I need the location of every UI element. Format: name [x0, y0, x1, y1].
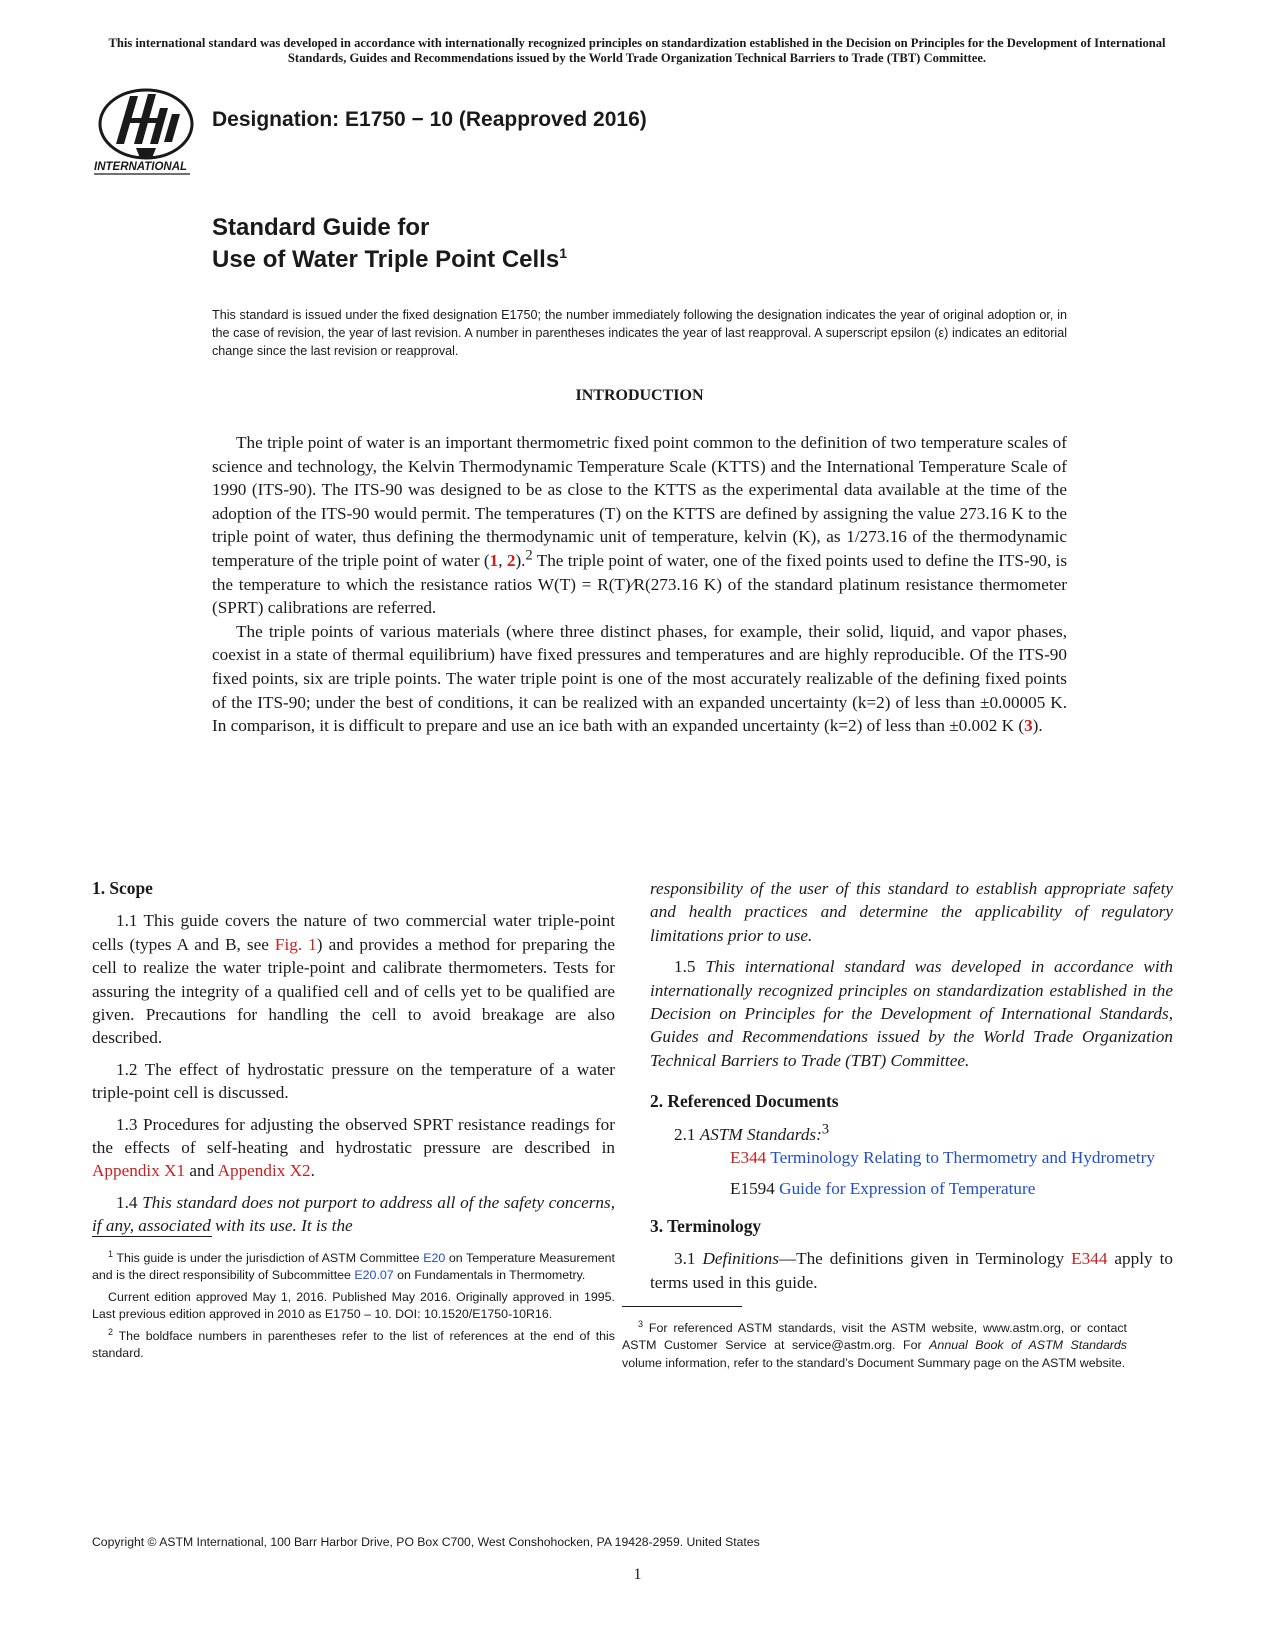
footnote-1-text-b: on Temperature Measurement and is the direct responsibility of Subcommittee — [92, 1251, 615, 1283]
right-column — [650, 877, 1173, 1302]
e344-code-link[interactable]: E344 — [730, 1148, 767, 1168]
e20-link[interactable]: E20 — [423, 1251, 446, 1265]
para-1-1 — [92, 909, 615, 1049]
footnote-2-text: The boldface numbers in parentheses refer to the list of references at the end of this standard. — [92, 1328, 615, 1361]
page-number: 1 — [633, 1566, 642, 1583]
fig-1-link[interactable]: Fig. 1 — [274, 934, 317, 954]
footnotes-left — [92, 1250, 615, 1366]
para-3-1-number: 3.1 — [674, 1249, 703, 1269]
footnote-1-text-c: on Fundamentals in Thermometry. — [393, 1268, 586, 1283]
para-1-4-continued: responsibility of the user of this standard to establish appropriate safety and health practices and determine the applicability of regulatory limitations prior to use. — [650, 879, 1173, 945]
e344-link[interactable]: E344 — [1071, 1249, 1108, 1269]
para-1-3-text-a: 1.3 Procedures for adjusting the observed SPRT resistance readings for the effects of self-heating and hydrostatic pressure are described in — [92, 1114, 615, 1158]
introduction — [212, 431, 1067, 738]
title-footnote-mark: 1 — [559, 245, 567, 261]
footnote-mark-3: 3 — [821, 1120, 830, 1137]
intro-p1-sep: , — [498, 550, 507, 570]
logo-text: INTERNATIONAL — [94, 161, 188, 173]
intro-paragraph-2 — [212, 620, 1067, 738]
footnote-3-italic: Annual Book of ASTM Standards — [929, 1338, 1127, 1353]
para-3-1-label: Definitions — [702, 1249, 779, 1269]
intro-p1-text-b: ). — [515, 550, 526, 570]
footnote-2-mark: 2 — [108, 1326, 114, 1337]
appendix-x1-link[interactable]: Appendix X1 — [92, 1161, 186, 1181]
left-column — [92, 877, 615, 1246]
e344-title-link[interactable]: Terminology Relating to Thermometry and Hydrometry — [770, 1148, 1155, 1168]
footnote-3 — [622, 1320, 1127, 1372]
document-title — [212, 212, 567, 276]
ref-doc-e344 — [666, 1146, 1173, 1169]
intro-paragraph-1 — [212, 431, 1067, 620]
para-1-5-text: This international standard was developed in accordance with internationally recognized principles on standardization established in the Decision on Principles for the Development of International Standards, Guides and Recommendations issued by the World Trade Organization Technical Barriers to Trade (TBT) Committee. — [650, 957, 1173, 1070]
e1594-code: E1594 — [730, 1179, 775, 1199]
para-1-4 — [92, 1191, 615, 1238]
footnote-mark-2: 2 — [525, 547, 533, 564]
para-3-1 — [650, 1247, 1173, 1294]
footnote-3-text-a: For referenced ASTM standards, visit the ASTM website, www.astm.org, or contact ASTM Customer Service at service@astm.org. For — [622, 1321, 1127, 1353]
para-1-1-text-b: ) and provides a method for preparing the cell to realize the water triple-point and calibrate thermometers. Tests for assuring the integrity of a qualified cell and of cells yet to be qualified are given. Precautions for handling the cell to avoid breakage are also described. — [92, 934, 615, 1048]
title-line-2 — [212, 244, 567, 276]
intro-p1-text-a: The triple point of water is an important thermometric fixed point common to the definition of two temperature scales of science and technology, the Kelvin Thermodynamic Temperature Scale (KTTS) and the International Temperature Scale of 1990 (ITS-90). The ITS-90 was designed to be as close to the KTTS as the experimental data available at the time of the adoption of the ITS-90 would permit. The temperatures (T) on the KTTS are defined by assigning the value 273.16 K to the triple point of water, thus defining the thermodynamic unit of temperature, kelvin (K), as 1/273.16 of the thermodynamic temperature of the triple point of water ( — [212, 433, 1067, 570]
para-2-1-number: 2.1 — [674, 1124, 700, 1144]
para-1-2: 1.2 The effect of hydrostatic pressure on the temperature of a water triple-point cell is discussed. — [92, 1059, 615, 1103]
footnote-2 — [92, 1328, 615, 1363]
para-1-3-text-b: . — [310, 1161, 315, 1181]
intro-heading: INTRODUCTION — [575, 387, 704, 404]
para-3-1-text-b: apply to terms used in this guide. — [650, 1249, 1173, 1292]
para-1-5 — [650, 955, 1173, 1072]
para-1-4-text: This standard does not purport to address all of the safety concerns, if any, associated with its use. It is the — [92, 1192, 616, 1236]
para-2-1 — [650, 1120, 1173, 1146]
designation: Designation: E1750 − 10 (Reapproved 2016) — [212, 108, 647, 131]
issue-note: This standard is issued under the fixed designation E1750; the number immediately following the designation indicates the year of original adoption or, in the case of revision, the year of last revision. A number in parentheses indicates the year of last reapproval. A superscript epsilon (ε) indicates an editorial change since the last revision or reapproval. — [212, 308, 1067, 358]
para-1-3 — [92, 1113, 615, 1183]
footnote-1-text-a: This guide is under the jurisdiction of ASTM Committee — [113, 1251, 424, 1265]
title-line-2-text: Use of Water Triple Point Cells — [212, 246, 560, 273]
footnote-rule-right — [622, 1306, 742, 1307]
appendix-x2-link[interactable]: Appendix X2 — [217, 1161, 311, 1181]
e1594-title-link[interactable]: Guide for Expression of Temperature — [779, 1179, 1036, 1199]
footnote-3-text-b: volume information, refer to the standard’s Document Summary page on the ASTM website. — [622, 1355, 1126, 1370]
footnote-1-mark: 1 — [108, 1248, 114, 1259]
para-1-3-and: and — [185, 1161, 218, 1181]
intro-p2-text-b: ). — [1032, 716, 1043, 736]
para-2-1-label: ASTM Standards: — [699, 1124, 822, 1144]
footnotes-right — [622, 1320, 1127, 1376]
footnote-rule-left — [92, 1236, 212, 1237]
top-notice: This international standard was developed in accordance with internationally recognized principles on standardization established in the Decision on Principles for the Development of International Standards, Guides and Recommendations issued by the World Trade Organization Technical Barriers to Trade (TBT) Committee. — [108, 36, 1166, 65]
section-heading-scope: 1. Scope — [92, 878, 153, 898]
ref-link-3[interactable]: 3 — [1024, 716, 1033, 736]
footnote-3-mark: 3 — [638, 1318, 644, 1329]
para-1-1-text-a: 1.1 This guide covers the nature of two commercial water triple-point cells (types A and B, see — [92, 911, 615, 954]
intro-p2-text-a: The triple points of various materials (where three distinct phases, for example, their solid, liquid, and vapor phases, coexist in a state of thermal equilibrium) have fixed pressures and temperatures and are highly reproducible. Of the ITS-90 fixed points, six are triple points. The water triple point is one of the most accurately realizable of the defining fixed points of the ITS-90; under the best of conditions, it can be realized with an expanded uncertainty (k=2) of less than ±0.00005 K. In comparison, it is difficult to prepare and use an ice bath with an expanded uncertainty (k=2) of less than ±0.002 K ( — [212, 621, 1067, 736]
ref-doc-e1594 — [666, 1177, 1173, 1200]
para-1-4-number: 1.4 — [116, 1192, 143, 1212]
ref-link-1[interactable]: 1 — [489, 550, 499, 570]
section-heading-terminology: 3. Terminology — [650, 1215, 762, 1236]
footnote-1 — [92, 1250, 615, 1285]
e20-07-link[interactable]: E20.07 — [354, 1268, 394, 1283]
ref-link-2[interactable]: 2 — [506, 550, 516, 570]
intro-p1-text-c: The triple point of water, one of the fixed points used to define the ITS-90, is the temperature to which the resistance ratios W(T) = R(T)⁄R(273.16 K) of the standard platinum resistance thermometer (SPRT) calibrations are referred. — [212, 550, 1068, 618]
astm-logo — [94, 84, 202, 180]
section-heading-referenced: 2. Referenced Documents — [650, 1091, 839, 1112]
footnote-1-edition: Current edition approved May 1, 2016. Published May 2016. Originally approved in 1995. Last previous edition approved in 2010 as E1750 – 10. DOI: 10.1520/E1750-10R16. — [92, 1289, 615, 1322]
para-3-1-text-a: —The definitions given in Terminology — [778, 1249, 1072, 1269]
title-line-1: Standard Guide for — [212, 214, 430, 241]
para-1-5-number: 1.5 — [674, 957, 706, 977]
copyright: Copyright © ASTM International, 100 Barr Harbor Drive, PO Box C700, West Conshohocken, PA 19428-2959. United States — [92, 1535, 760, 1549]
